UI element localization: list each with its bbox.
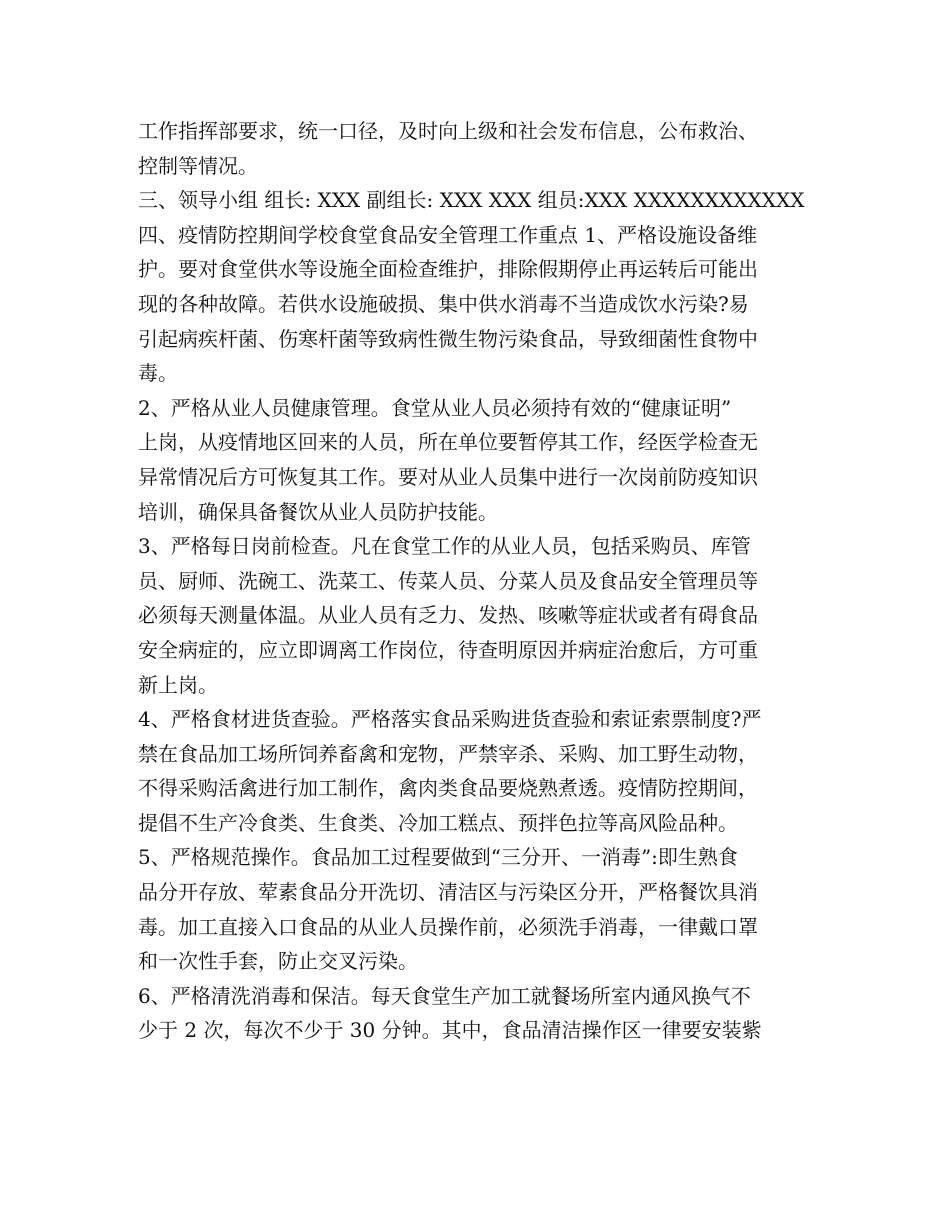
text-line: 护。要对食堂供水等设施全面检查维护，排除假期停止再运转后可能出 — [138, 257, 758, 282]
text-line: 毒。 — [138, 361, 178, 386]
section-heading-line: 四、疫情防控期间学校食堂食品安全管理工作重点 1、严格设施设备维 — [138, 222, 758, 247]
text-line: 必须每天测量体温。从业人员有乏力、发热、咳嗽等症状或者有碍食品 — [138, 603, 758, 628]
text-line: 少于 2 次，每次不少于 30 分钟。其中，食品清洁操作区一律要安装紫 — [138, 1018, 762, 1043]
item-6-line: 6、严格清洗消毒和保洁。每天食堂生产加工就餐场所室内通风换气不 — [138, 983, 751, 1008]
text-line: 品分开存放、荤素食品分开洗切、清洁区与污染区分开，严格餐饮具消 — [138, 880, 758, 905]
document-body — [138, 114, 814, 1048]
item-3-line: 3、严格每日岗前检查。凡在食堂工作的从业人员，包括采购员、库管 — [138, 534, 751, 559]
text-line: 新上岗。 — [138, 672, 218, 697]
text-line: 安全病症的，应立即调离工作岗位，待查明原因并病症治愈后，方可重 — [138, 637, 758, 662]
item-5-line: 5、严格规范操作。食品加工过程要做到“三分开、一消毒”:即生熟食 — [138, 845, 738, 870]
item-2-line: 2、严格从业人员健康管理。食堂从业人员必须持有效的“健康证明” — [138, 395, 732, 420]
text-line: 不得采购活禽进行加工制作，禽肉类食品要烧熟煮透。疫情防控期间， — [138, 776, 758, 801]
leadership-group-line: 三、领导小组 组长: XXX 副组长: XXX XXX 组员:XXX XXXXXXXXXXXX — [138, 188, 805, 213]
text-line: 上岗，从疫情地区回来的人员，所在单位要暂停其工作，经医学检查无 — [138, 430, 758, 455]
text-line: 和一次性手套，防止交叉污染。 — [138, 949, 418, 974]
text-line: 现的各种故障。若供水设施破损、集中供水消毒不当造成饮水污染?易 — [138, 291, 749, 316]
text-line: 引起病疾杆菌、伤寒杆菌等致病性微生物污染食品，导致细菌性食物中 — [138, 326, 758, 351]
text-line: 毒。加工直接入口食品的从业人员操作前，必须洗手消毒，一律戴口罩 — [138, 914, 758, 939]
text-line: 提倡不生产冷食类、生食类、冷加工糕点、预拌色拉等高风险品种。 — [138, 810, 738, 835]
text-line: 异常情况后方可恢复其工作。要对从业人员集中进行一次岗前防疫知识 — [138, 464, 758, 489]
text-line: 员、厨师、洗碗工、洗菜工、传菜人员、分菜人员及食品安全管理员等 — [138, 568, 758, 593]
text-line: 控制等情况。 — [138, 153, 258, 178]
text-line: 禁在食品加工场所饲养畜禽和宠物，严禁宰杀、采购、加工野生动物， — [138, 741, 758, 766]
item-4-line: 4、严格食材进货查验。严格落实食品采购进货查验和索证索票制度?严 — [138, 707, 762, 732]
text-line: 培训，确保具备餐饮从业人员防护技能。 — [138, 499, 498, 524]
text-line: 工作指挥部要求，统一口径，及时向上级和社会发布信息，公布救治、 — [138, 119, 758, 143]
